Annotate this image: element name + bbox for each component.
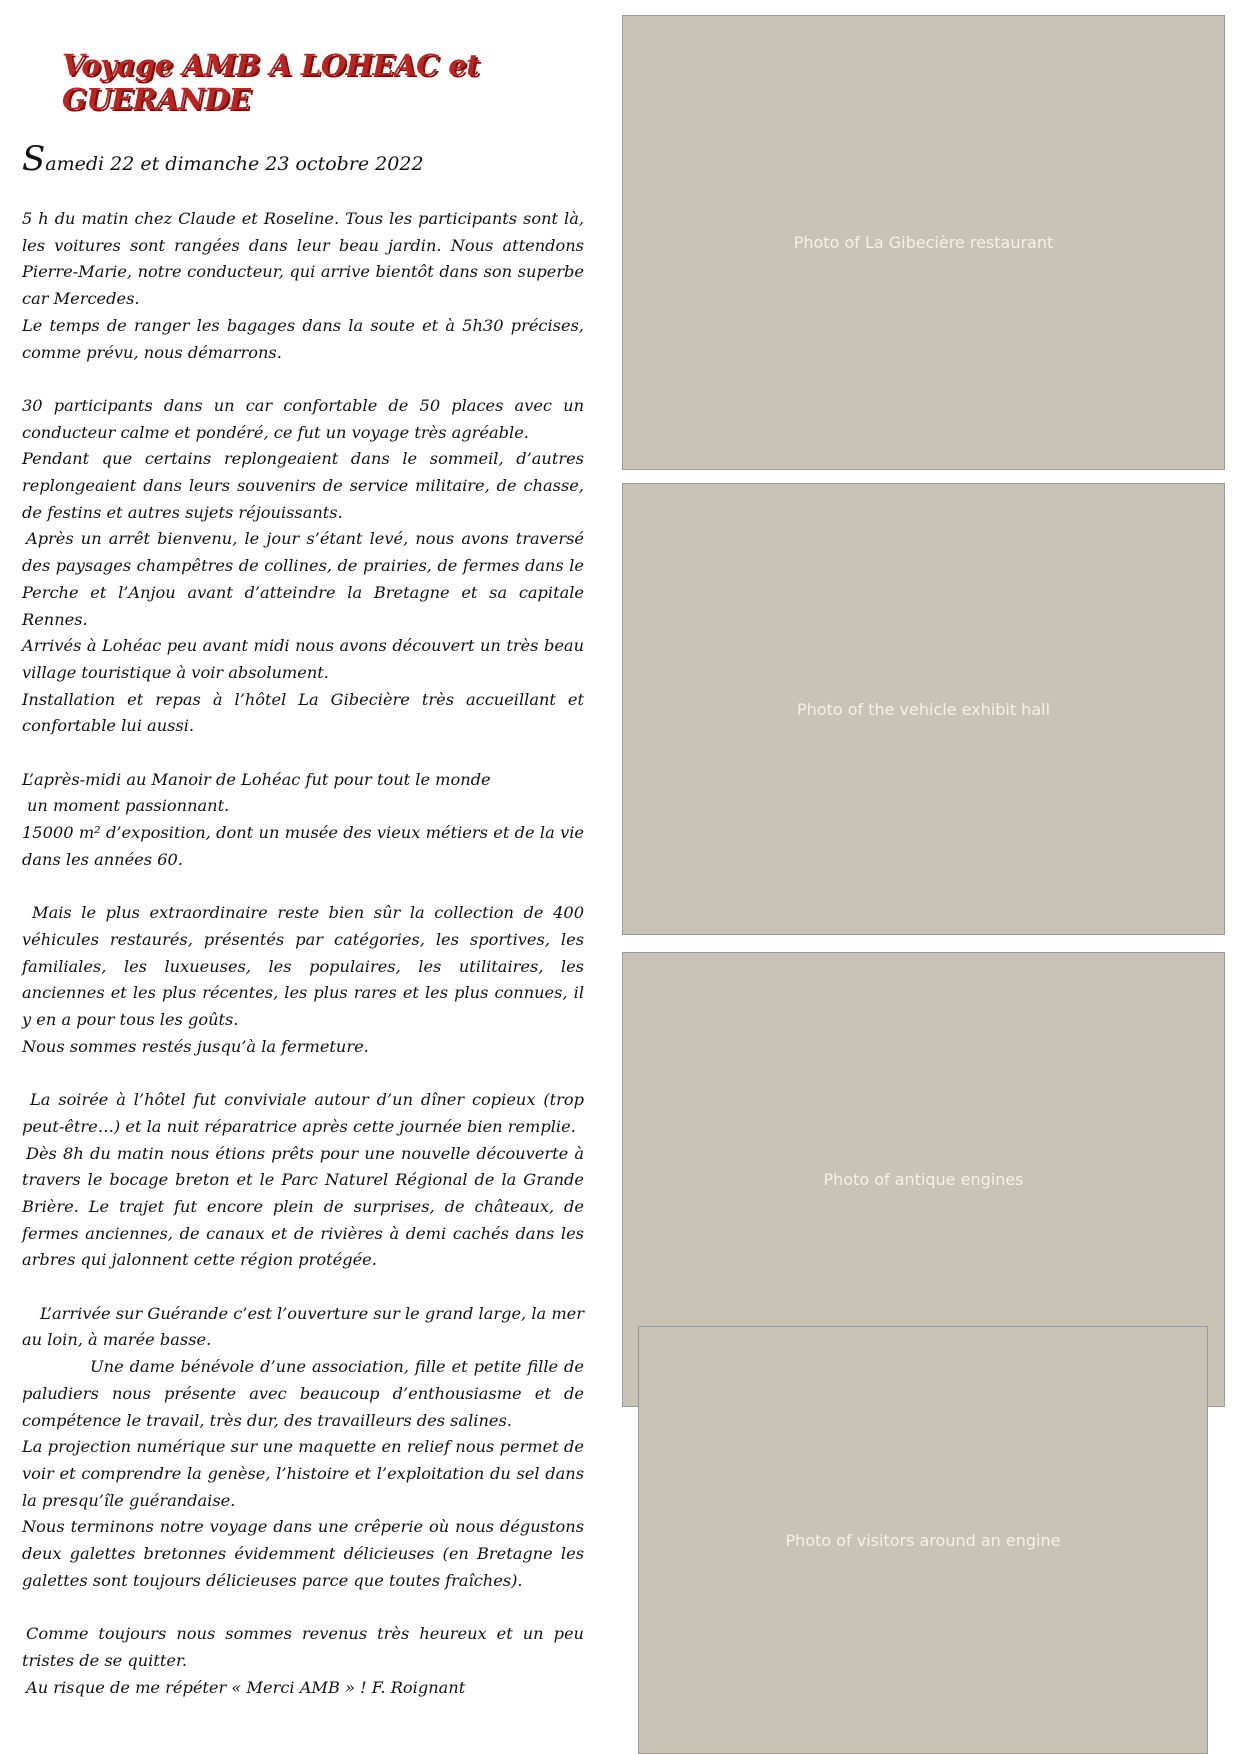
paragraph: Dès 8h du matin nous étions prêts pour une nouvelle découverte à travers le bocage breton et le Parc Naturel Régional de la Grande Brière. Le trajet fut encore plein de surprises, de châteaux, de fermes anciennes, de canaux et de rivières à demi cachés dans les arbres qui jalonnent cette région protégée. bbox=[22, 1143, 584, 1270]
engines-photo: Photo of antique engines bbox=[622, 952, 1225, 1407]
paragraph: Nous sommes restés jusqu’à la fermeture. bbox=[22, 1036, 369, 1056]
signature-line: Au risque de me répéter « Merci AMB » ! F. Roignant bbox=[26, 1677, 466, 1697]
paragraph: La projection numérique sur une maquette en relief nous permet de voir et comprendre la genèse, l’histoire et l’exploitation du sel dans la presqu’île guérandaise. bbox=[22, 1437, 584, 1510]
paragraph: Pendant que certains replongeaient dans le sommeil, d’autres replongeaient dans leurs souvenirs de service militaire, de chasse, de festins et autres sujets réjouissants. bbox=[22, 449, 584, 522]
article-body bbox=[22, 206, 584, 1701]
paragraph: 30 participants dans un car confortable de 50 places avec un conducteur calme et pondéré, ce fut un voyage très agréable. bbox=[22, 395, 584, 442]
subtitle-rest: amedi 22 et dimanche 23 octobre 2022 bbox=[45, 153, 424, 175]
page-title: Voyage AMB A LOHEAC et GUERANDE bbox=[62, 48, 480, 116]
paragraph: Une dame bénévole d’une association, fille et petite fille de paludiers nous présente avec beaucoup d’enthousiasme et de compétence le travail, très dur, des travailleurs des salines. bbox=[22, 1357, 584, 1430]
paragraph: 15000 m² d’exposition, dont un musée des vieux métiers et de la vie dans les années 60. bbox=[22, 823, 584, 869]
paragraph: L’arrivée sur Guérande c’est l’ouverture sur le grand large, la mer au loin, à marée basse. bbox=[22, 1303, 584, 1350]
paragraph: Arrivés à Lohéac peu avant midi nous avons découvert un très beau village touristique à voir absolument. bbox=[22, 636, 584, 682]
museum-photo: Photo of the vehicle exhibit hall bbox=[622, 483, 1225, 935]
subtitle-initial: S bbox=[22, 139, 46, 179]
paragraph: Mais le plus extraordinaire reste bien sûr la collection de 400 véhicules restaurés, présentés par catégories, les sportives, les familiales, les luxueuses, les populaires, les utilitaires, les anciennes et les plus récentes, les plus rares et les plus connues, il y en a pour tous les goûts. bbox=[22, 903, 584, 1030]
paragraph: un moment passionnant. bbox=[27, 796, 230, 816]
paragraph: Installation et repas à l’hôtel La Gibecière très accueillant et confortable lui aussi. bbox=[22, 689, 584, 736]
paragraph: 5 h du matin chez Claude et Roseline. Tous les participants sont là, les voitures sont rangées dans leur beau jardin. Nous attendons Pierre-Marie, notre conducteur, qui arrive bientôt dans son superbe car Mercedes. bbox=[22, 209, 584, 309]
restaurant-photo: Photo of La Gibecière restaurant bbox=[622, 15, 1225, 470]
paragraph: L’après-midi au Manoir de Lohéac fut pour tout le monde bbox=[22, 769, 491, 789]
paragraph: Le temps de ranger les bagages dans la soute et à 5h30 précises, comme prévu, nous démarrons. bbox=[22, 315, 584, 362]
paragraph: Après un arrêt bienvenu, le jour s’étant levé, nous avons traversé des paysages champêtres de collines, de prairies, de fermes dans le Perche et l’Anjou avant d’atteindre la Bretagne et sa capitale Rennes. bbox=[22, 529, 584, 629]
date-subtitle bbox=[22, 139, 582, 179]
paragraph: Nous terminons notre voyage dans une crêperie où nous dégustons deux galettes bretonnes évidemment délicieuses (en Bretagne les galettes sont toujours délicieuses parce que toutes fraîches). bbox=[22, 1517, 584, 1590]
paragraph: Comme toujours nous sommes revenus très heureux et un peu tristes de se quitter. bbox=[22, 1624, 584, 1670]
paragraph: La soirée à l’hôtel fut conviviale autour d’un dîner copieux (trop peut-être…) et la nuit réparatrice après cette journée bien remplie. bbox=[22, 1090, 584, 1136]
group-photo: Photo of visitors around an engine bbox=[638, 1326, 1208, 1754]
